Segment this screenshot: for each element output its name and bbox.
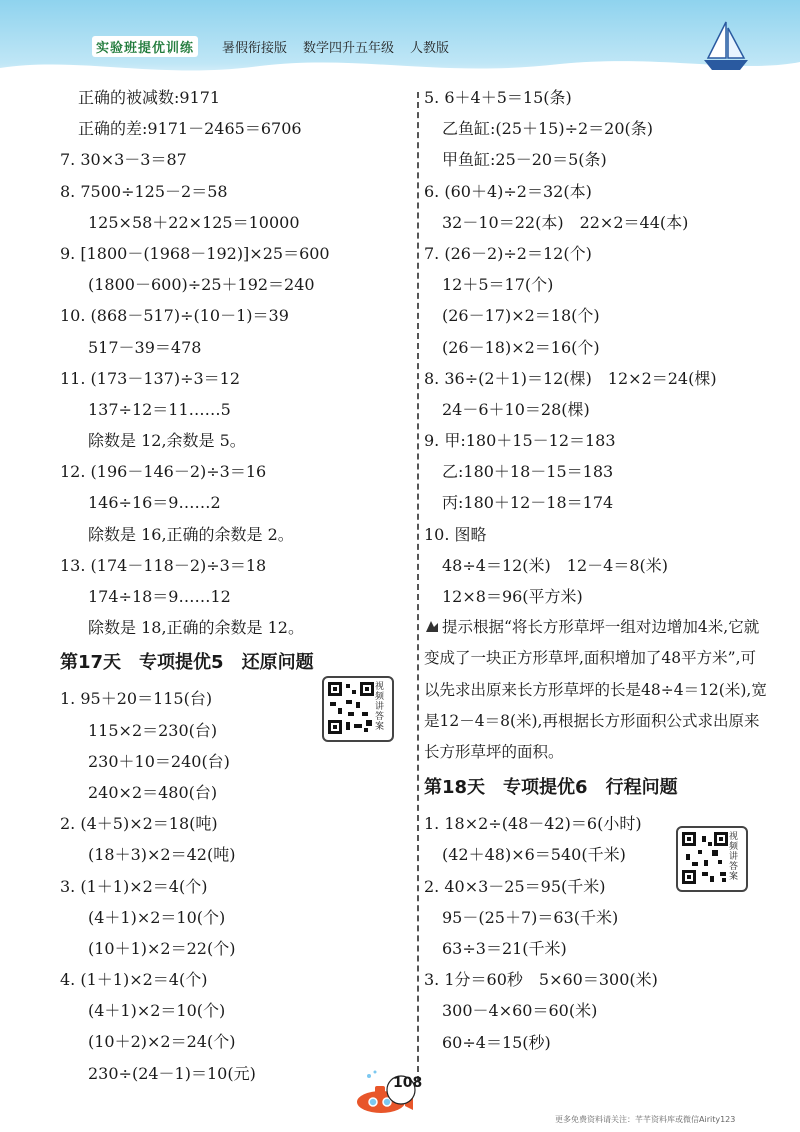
answer-line: 300－4×60＝60(米) bbox=[442, 1001, 598, 1021]
answer-line: 正确的差:9171－2465＝6706 bbox=[78, 119, 302, 139]
header-info bbox=[222, 37, 449, 56]
answer-line: 除数是 16,正确的余数是 2。 bbox=[88, 524, 294, 544]
answer-line: 115×2＝230(台) bbox=[88, 720, 218, 740]
answer-line: 3. (1＋1)×2＝4(个) bbox=[60, 876, 208, 896]
answer-line: 10. 图略 bbox=[424, 524, 487, 544]
footer-note: 更多免费资料请关注：芊芊资料库或微信Airity123 bbox=[555, 1115, 736, 1124]
answer-line: 6. (60＋4)÷2＝32(本) bbox=[424, 181, 592, 201]
answer-line: 乙鱼缸:(25＋15)÷2＝20(条) bbox=[442, 119, 654, 139]
answer-line: 146÷16＝9……2 bbox=[88, 493, 221, 513]
answer-line: 125×58＋22×125＝10000 bbox=[88, 212, 300, 232]
answer-line: 10. (868－517)÷(10－1)＝39 bbox=[60, 306, 289, 326]
answer-line: 4. (1＋1)×2＝4(个) bbox=[60, 970, 208, 990]
qr-label: 视频讲答案 bbox=[729, 832, 739, 882]
answer-line: 24－6＋10＝28(棵) bbox=[442, 399, 590, 419]
answer-line: 137÷12＝11……5 bbox=[88, 399, 231, 419]
answer-line: (10＋1)×2＝22(个) bbox=[88, 938, 236, 958]
answer-line: (18＋3)×2＝42(吨) bbox=[88, 845, 236, 865]
answer-line: 丙:180＋12－18＝174 bbox=[442, 493, 614, 513]
qr-pattern-icon bbox=[328, 682, 374, 734]
answer-line: 除数是 12,余数是 5。 bbox=[88, 431, 246, 451]
answer-line: 5. 6＋4＋5＝15(条) bbox=[424, 88, 572, 107]
answer-line: 7. 30×3－3＝87 bbox=[60, 150, 187, 170]
page-number: 108 bbox=[393, 1075, 423, 1091]
answer-line: 除数是 18,正确的余数是 12。 bbox=[88, 618, 304, 638]
answer-line: 9. [1800－(1968－192)]×25＝600 bbox=[60, 243, 330, 263]
answer-line: 7. (26－2)÷2＝12(个) bbox=[424, 243, 592, 263]
answer-line: 乙:180＋18－15＝183 bbox=[442, 462, 614, 482]
answer-line: 11. (173－137)÷3＝12 bbox=[60, 368, 241, 388]
right-column bbox=[424, 82, 784, 1058]
header-subject: 数学四升五年级 bbox=[303, 41, 395, 56]
answer-line: 2. 40×3－25＝95(千米) bbox=[424, 876, 606, 896]
answer-line: 32－10＝22(本) 22×2＝44(本) bbox=[442, 212, 689, 232]
answer-line: (26－17)×2＝18(个) bbox=[442, 306, 600, 326]
answer-line: 63÷3＝21(千米) bbox=[442, 938, 567, 958]
qr-pattern-icon bbox=[682, 832, 728, 884]
left-column bbox=[60, 82, 410, 1089]
answer-line: 230＋10＝240(台) bbox=[88, 751, 230, 771]
qr-label: 视频讲答案 bbox=[375, 682, 385, 732]
hint-paragraph bbox=[424, 612, 769, 768]
answer-line: 2. (4＋5)×2＝18(吨) bbox=[60, 814, 218, 834]
column-divider bbox=[417, 92, 419, 1082]
answer-line: 正确的被减数:9171 bbox=[78, 88, 221, 107]
answer-line: (4＋1)×2＝10(个) bbox=[88, 907, 226, 927]
answer-line: 95－(25＋7)＝63(千米) bbox=[442, 907, 619, 927]
sailboat-icon bbox=[700, 18, 752, 74]
series-badge: 实验班提优训练 bbox=[92, 36, 198, 57]
answer-line: 1. 95＋20＝115(台) bbox=[60, 689, 213, 709]
answer-line: 12＋5＝17(个) bbox=[442, 275, 554, 295]
hint-text: 提示根据“将长方形草坪一组对边增加4米,它就变成了一块正方形草坪,面积增加了48平方米”,可以先求出原来长方形草坪的长是48÷4＝12(米),宽是12－4＝8(米),再根据长方形面积公式求出原来长方形草坪的面积。 bbox=[424, 618, 767, 761]
answer-line: 12×8＝96(平方米) bbox=[442, 587, 583, 606]
answer-line: 230÷(24－1)＝10(元) bbox=[88, 1063, 256, 1083]
answer-line: 174÷18＝9……12 bbox=[88, 587, 231, 606]
answer-line: 12. (196－146－2)÷3＝16 bbox=[60, 462, 267, 482]
page-header bbox=[0, 0, 800, 90]
answer-line: 517－39＝478 bbox=[88, 337, 202, 357]
answer-line: (42＋48)×6＝540(千米) bbox=[442, 845, 626, 865]
answer-line: 240×2＝480(台) bbox=[88, 782, 218, 802]
header-version: 人教版 bbox=[410, 41, 450, 56]
answer-line: (1800－600)÷25＋192＝240 bbox=[88, 275, 315, 295]
answer-line: 13. (174－118－2)÷3＝18 bbox=[60, 555, 267, 575]
hint-icon bbox=[424, 618, 440, 634]
answer-line: 8. 7500÷125－2＝58 bbox=[60, 181, 228, 201]
answer-line: 60÷4＝15(秒) bbox=[442, 1032, 551, 1052]
answer-line: 8. 36÷(2＋1)＝12(棵) 12×2＝24(棵) bbox=[424, 368, 717, 388]
section-title-day17: 第17天 专项提优5 还原问题 bbox=[60, 652, 314, 674]
answer-line: (4＋1)×2＝10(个) bbox=[88, 1001, 226, 1021]
answer-line: (26－18)×2＝16(个) bbox=[442, 337, 600, 357]
answer-line: 9. 甲:180＋15－12＝183 bbox=[424, 431, 616, 451]
qr-code-day17[interactable] bbox=[322, 676, 394, 742]
qr-code-day18[interactable] bbox=[676, 826, 748, 892]
answer-line: 3. 1分＝60秒 5×60＝300(米) bbox=[424, 970, 658, 990]
answer-line: (10＋2)×2＝24(个) bbox=[88, 1032, 236, 1052]
answer-line: 甲鱼缸:25－20＝5(条) bbox=[442, 150, 607, 170]
answer-line: 48÷4＝12(米) 12－4＝8(米) bbox=[442, 555, 668, 575]
section-title-day18: 第18天 专项提优6 行程问题 bbox=[424, 777, 678, 799]
answer-line: 1. 18×2÷(48－42)＝6(小时) bbox=[424, 814, 642, 834]
header-edition: 暑假衔接版 bbox=[222, 41, 288, 56]
